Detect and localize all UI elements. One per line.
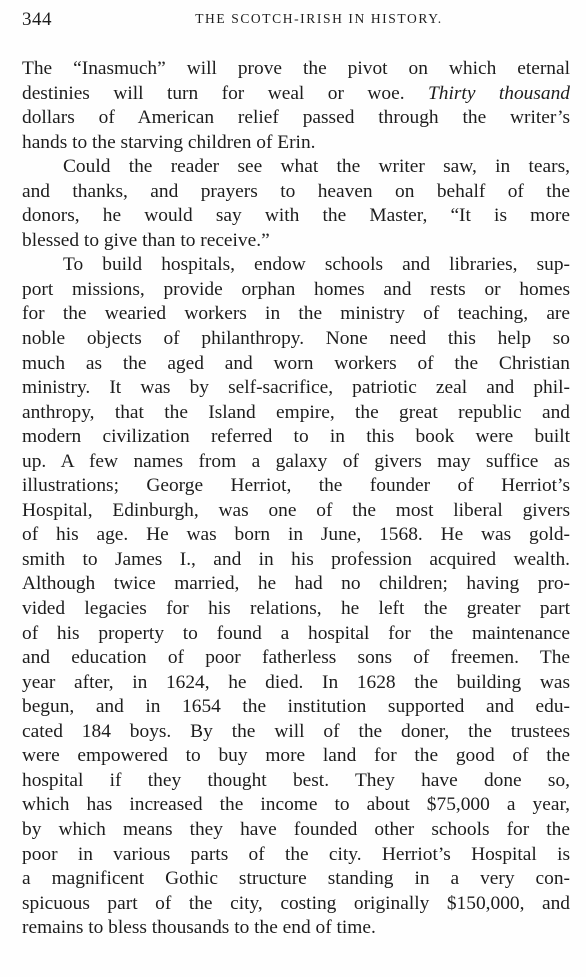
text-line: donors, he would say with the Master, “It is more [22,205,570,227]
text-line: The “Inasmuch” will prove the pivot on which eternal [22,58,570,79]
text-line: ministry. It was by self-sacrifice, patriotic zeal and phil- [22,377,570,399]
italic-phrase: Thirty thousand [428,82,570,104]
text-line: year after, in 1624, he died. In 1628 the building was [22,671,570,693]
text-line: modern civilization referred to in this book were built [22,426,570,448]
text-line: up. A few names from a galaxy of givers may suffice as [22,450,570,472]
text-line: spicuous part of the city, costing originally $150,000, and [22,892,570,914]
text-line: noble objects of philanthropy. None need this help so [22,328,570,350]
text-line: a magnificent Gothic structure standing in a very con- [22,868,570,890]
text-line: poor in various parts of the city. Herriot’s Hospital is [22,843,570,865]
text-line: dollars of American relief passed through the writer’s [22,107,570,129]
text-line: for the wearied workers in the ministry of teaching, are [22,303,570,325]
text-line: of his property to found a hospital for the maintenance [22,622,570,644]
running-head: THE SCOTCH-IRISH IN HISTORY. [195,11,443,26]
text-line: were empowered to buy more land for the good of the [22,745,570,767]
text-line: Could the reader see what the writer saw, in tears, [63,156,570,178]
text-line: smith to James I., and in his profession acquired wealth. [22,548,570,570]
page-header [22,9,572,31]
text-line: blessed to give than to receive.” [22,229,270,251]
text-line: and education of poor fatherless sons of freemen. The [22,647,570,669]
text-line: which has increased the income to about $75,000 a year, [22,794,570,816]
text-line: hands to the starving children of Erin. [22,131,316,153]
text-line: of his age. He was born in June, 1568. He was gold- [22,524,570,546]
text-line: anthropy, that the Island empire, the great republic and [22,401,570,423]
text-line: To build hospitals, endow schools and libraries, sup- [63,254,570,276]
body-text [22,57,570,941]
text-line: remains to bless thousands to the end of time. [22,917,376,939]
text-line: begun, and in 1654 the institution supported and edu- [22,696,570,718]
text-line: and thanks, and prayers to heaven on behalf of the [22,180,570,202]
text-line: Hospital, Edinburgh, was one of the most liberal givers [22,499,570,521]
text-line: vided legacies for his relations, he left the greater part [22,598,570,620]
text-line: by which means they have founded other schools for the [22,818,570,840]
text-line: illustrations; George Herriot, the founder of Herriot’s [22,475,570,497]
text-line: cated 184 boys. By the will of the doner, the trustees [22,720,570,742]
text-line-start: destinies will turn for weal or woe. [22,82,429,104]
page-number: 344 [22,9,52,30]
text-line: Although twice married, he had no children; having pro- [22,573,570,595]
text-line [22,82,570,107]
text-line: hospital if they thought best. They have done so, [22,769,570,791]
text-line: much as the aged and worn workers of the Christian [22,352,570,374]
text-line: port missions, provide orphan homes and rests or homes [22,278,570,300]
